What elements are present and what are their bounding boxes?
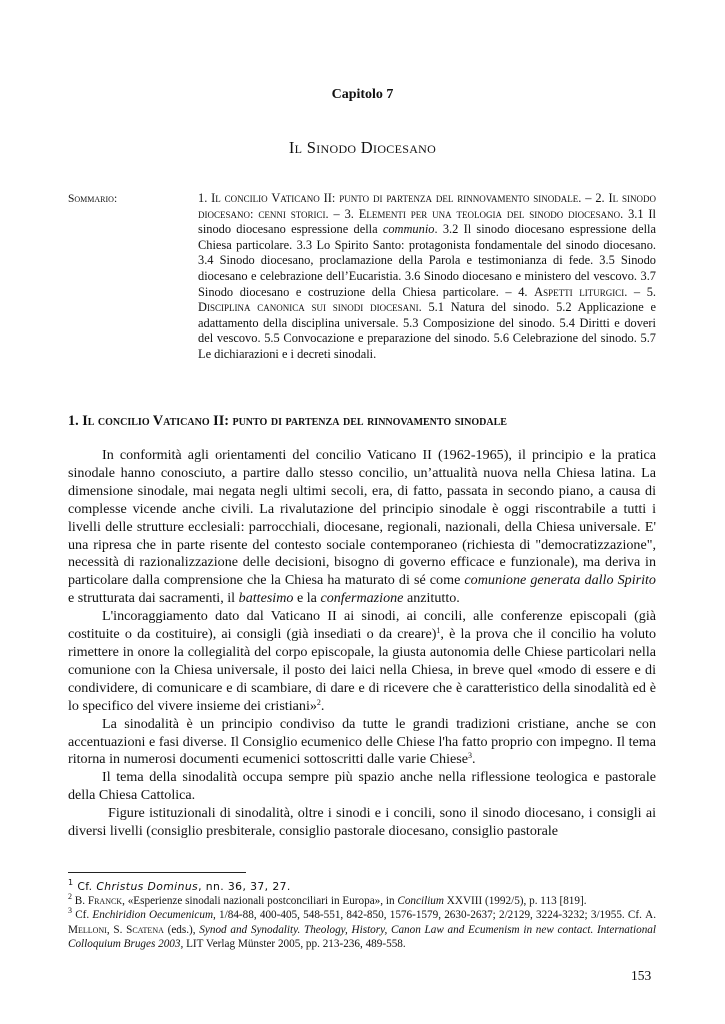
footnote-1: $^1$ Cf. Christus Dominus, nn. 36, 37, 27.: [68, 878, 291, 893]
paragraph-3: La sinodalità è un principio condiviso da tutte le grandi tradizioni cristiane, anche se con accentuazioni e fasi diverse. Il Consiglio ecumenico delle Chiese l'ha fatto proprio con impegno. Il tema ritorna in numerosi documenti ecumenici sottoscritti dalle varie Chiese$^3$.: [68, 715, 656, 768]
paragraph-2: L'incoraggiamento dato dal Vaticano II ai sinodi, ai concili, alle conferenze episcopali (già costituite o da costituire), ai consigli (già insediati o da creare)$^1$, è la prova che il concilio ha voluto rimettere in onore la collegialità del corpo episcopale, la giusta autonomia delle Chiese particolari nella comunione con la Chiesa universale, il posto dei laici nella Chiesa, in breve quel «modo di essere e di condividere, di comunicare e di scambiare, di dare e di ricevere che è caratteristico della sinodalità ed è lo specifico del vivere insieme dei cristiani»$^2$.: [68, 608, 656, 714]
summary-item-2: Il sinodo diocesano: cenni storici.: [198, 191, 656, 221]
summary-item-5: Disciplina canonica sui sinodi diocesani.: [198, 300, 422, 315]
footnote-2: $^2$ B. Franck, «Esperienze sinodali nazionali postconciliari in Europa», in Concilium XXVIII (1992/5), p. 113 [819].: [68, 892, 587, 908]
page-number: 153: [631, 968, 652, 983]
footnote-ref-3: 3: [468, 751, 472, 761]
paragraph-5: Figure istituzionali di sinodalità, oltre i sinodi e i concili, sono il sinodo diocesano, i consigli ai diversi livelli (consiglio presbiterale, consiglio pastorale diocesano, consiglio pastorale: [68, 805, 656, 840]
paragraph-4: Il tema della sinodalità occupa sempre più spazio anche nella riflessione teologica e pastorale della Chiesa Cattolica.: [68, 769, 656, 804]
body-text: [68, 447, 656, 841]
footnotes: [68, 880, 656, 951]
summary-item-3: Elementi per una teologia del sinodo diocesano.: [358, 206, 624, 221]
footnote-ref-2: 2: [316, 697, 321, 707]
footnote-rule: [68, 872, 246, 873]
summary-label: Sommario:: [68, 193, 118, 205]
chapter-label: Capitolo 7: [331, 87, 394, 102]
chapter-title: Il Sinodo Diocesano: [288, 138, 437, 157]
summary-text: 1. Il concilio Vaticano II: punto di partenza del rinnovamento sinodale. – 2. Il sinodo diocesano: cenni storici. – 3. Elementi per una teologia del sinodo diocesano. 3.1 Il sinodo diocesano espressione della communio. 3.2 Il sinodo diocesano espressione della Chiesa particolare. 3.3 Lo Spirito Santo: protagonista fondamentale del sinodo diocesano. 3.4 Sinodo diocesano, proclamazione della Parola e testimonianza di fede. 3.5 Sinodo diocesano e celebrazione dell’Eucaristia. 3.6 Sinodo diocesano e ministero del vescovo. 3.7 Sinodo diocesano e costruzione della Chiesa particolare. – 4. Aspetti liturgici. – 5. Disciplina canonica sui sinodi diocesani. 5.1 Natura del sinodo. 5.2 Applicazione e adattamento della disciplina universale. 5.3 Composizione del sinodo. 5.4 Diritti e doveri del vescovo. 5.5 Convocazione e preparazione del sinodo. 5.6 Celebrazione del sinodo. 5.7 Le dichiarazioni e i decreti sinodali.: [198, 191, 657, 361]
summary-item-4: Aspetti liturgici.: [534, 284, 628, 299]
footnote-ref-1: 1: [436, 626, 441, 636]
footnote-3: $^3$ Cf. Enchiridion Oecumenicum, 1/84-88, 400-405, 548-551, 842-850, 1576-1579, 2630-2637; 2/2129, 3224-3232; 3/1955. Cf. A. Melloni, S. Scatena (eds.), Synod and Synodality. Theology, History, Canon Law and Ecumenism in new contact. International Colloquium Bruges 2003, LIT Verlag Münster 2005, pp. 213-236, 489-558.: [68, 906, 657, 950]
paragraph-1: In conformità agli orientamenti del concilio Vaticano II (1962-1965), il principio e la pratica sinodale hanno conosciuto, a partire dallo stesso concilio, un’attualità nuova nella Chiesa latina. La dimensione sinodale, mai negata negli ultimi secoli, era, di fatto, passata in secondo piano, a causa di complesse vicende anche civili. La rivalutazione del principio sinodale è oggi riscontrabile a tutti i livelli delle strutture ecclesiali: parrocchiali, diocesane, regionali, nazionali, della Chiesa universale. E' una ripresa che in parte risente del contesto sociale contemporaneo (richiesta di "democratizzazione", necessità di razionalizzazione delle decisioni, bisogno di governo efficace e funzionale), ma deriva in particolare dalla comprensione che la Chiesa ha maturato di sé come comunione generata dallo Spirito e strutturata dai sacramenti, il battesimo e la confermazione anzitutto.: [68, 447, 656, 607]
section-heading: 1. Il concilio Vaticano II: punto di partenza del rinnovamento sinodale: [68, 413, 507, 429]
summary-item-1: 1. Il concilio Vaticano II: punto di partenza del rinnovamento sinodale.: [198, 191, 582, 205]
